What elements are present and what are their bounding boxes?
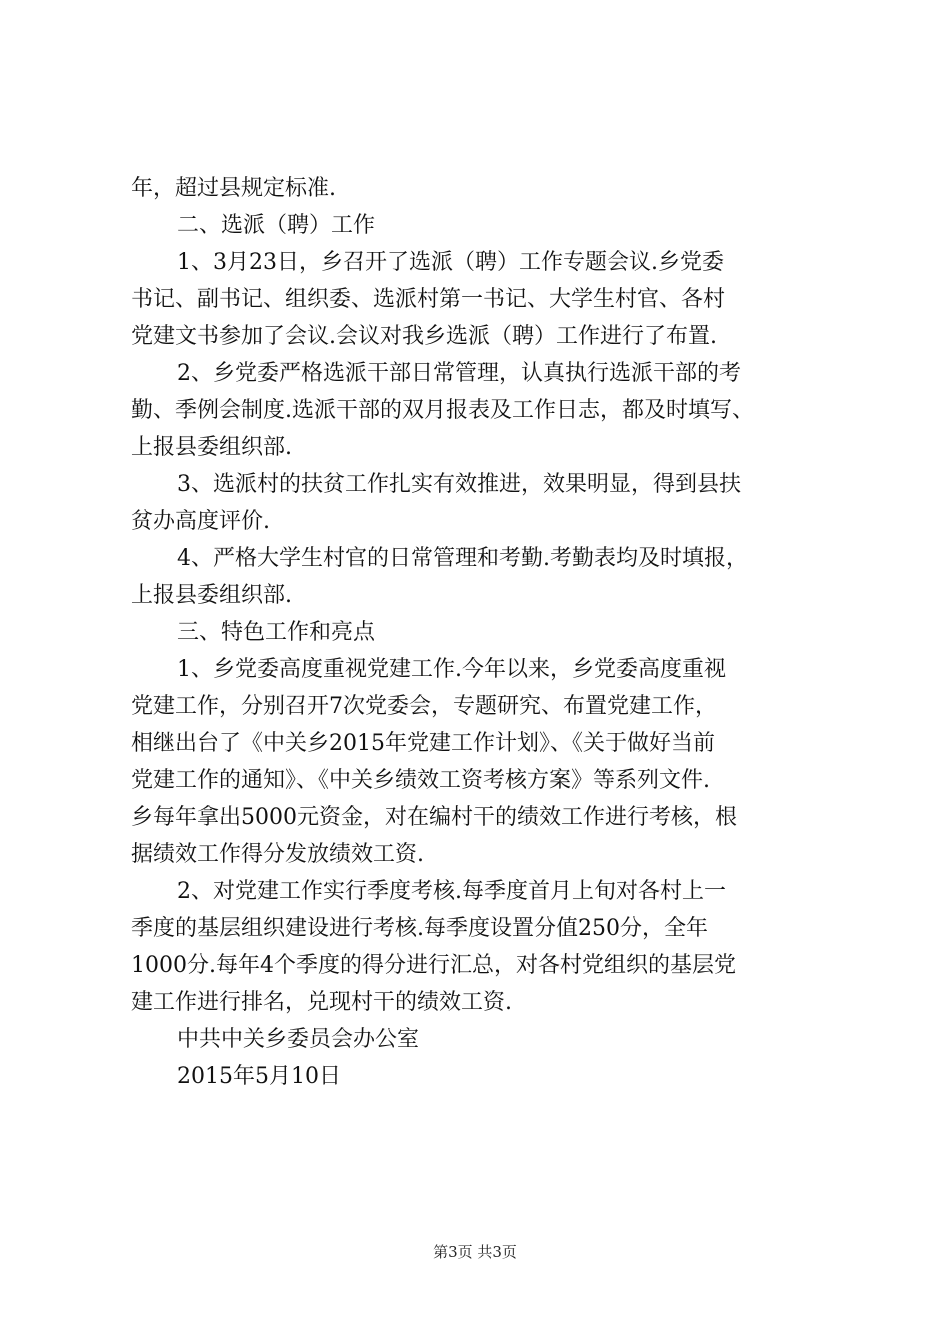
text-line: 二、选派（聘）工作: [177, 213, 376, 238]
text-line: 2015年5月10日: [177, 1064, 341, 1089]
text-line: 党建文书参加了会议.会议对我乡选派（聘）工作进行了布置.: [131, 324, 717, 349]
text-line: 建工作进行排名，兑现村干的绩效工资.: [131, 990, 512, 1015]
text-line: 上报县委组织部.: [131, 583, 292, 608]
text-line: 4、严格大学生村官的日常管理和考勤.考勤表均及时填报，: [177, 546, 748, 571]
text-line: 3、选派村的扶贫工作扎实有效推进，效果明显，得到县扶: [177, 472, 741, 497]
text-line: 贫办高度评价.: [131, 509, 270, 534]
text-line: 乡每年拿出5000元资金，对在编村干的绩效工作进行考核，根: [131, 805, 737, 830]
text-line: 1、3月23日，乡召开了选派（聘）工作专题会议.乡党委: [177, 250, 724, 275]
text-line: 2、乡党委严格选派干部日常管理，认真执行选派干部的考: [177, 361, 741, 386]
text-line: 中共中关乡委员会办公室: [177, 1027, 420, 1052]
text-line: 勤、季例会制度.选派干部的双月报表及工作日志，都及时填写、: [131, 398, 754, 423]
text-line: 党建工作，分别召开7次党委会，专题研究、布置党建工作，: [131, 694, 717, 719]
text-line: 三、特色工作和亮点: [177, 620, 376, 645]
text-line: 据绩效工作得分发放绩效工资.: [131, 842, 424, 867]
text-line: 相继出台了《中关乡2015年党建工作计划》、《关于做好当前: [131, 731, 715, 756]
text-line: 季度的基层组织建设进行考核.每季度设置分值250分，全年: [131, 916, 708, 941]
page-footer: 第3页 共3页: [433, 1243, 517, 1261]
document-body: [131, 170, 831, 1095]
text-line: 1、乡党委高度重视党建工作.今年以来，乡党委高度重视: [177, 657, 726, 682]
text-line: 党建工作的通知》、《中关乡绩效工资考核方案》等系列文件.: [131, 768, 710, 793]
text-line: 书记、副书记、组织委、选派村第一书记、大学生村官、各村: [131, 287, 726, 312]
text-line: 2、对党建工作实行季度考核.每季度首月上旬对各村上一: [177, 879, 726, 904]
text-line: 年，超过县规定标准.: [131, 176, 336, 201]
text-line: 1000分.每年4个季度的得分进行汇总，对各村党组织的基层党: [131, 953, 736, 978]
text-line: 上报县委组织部.: [131, 435, 292, 460]
